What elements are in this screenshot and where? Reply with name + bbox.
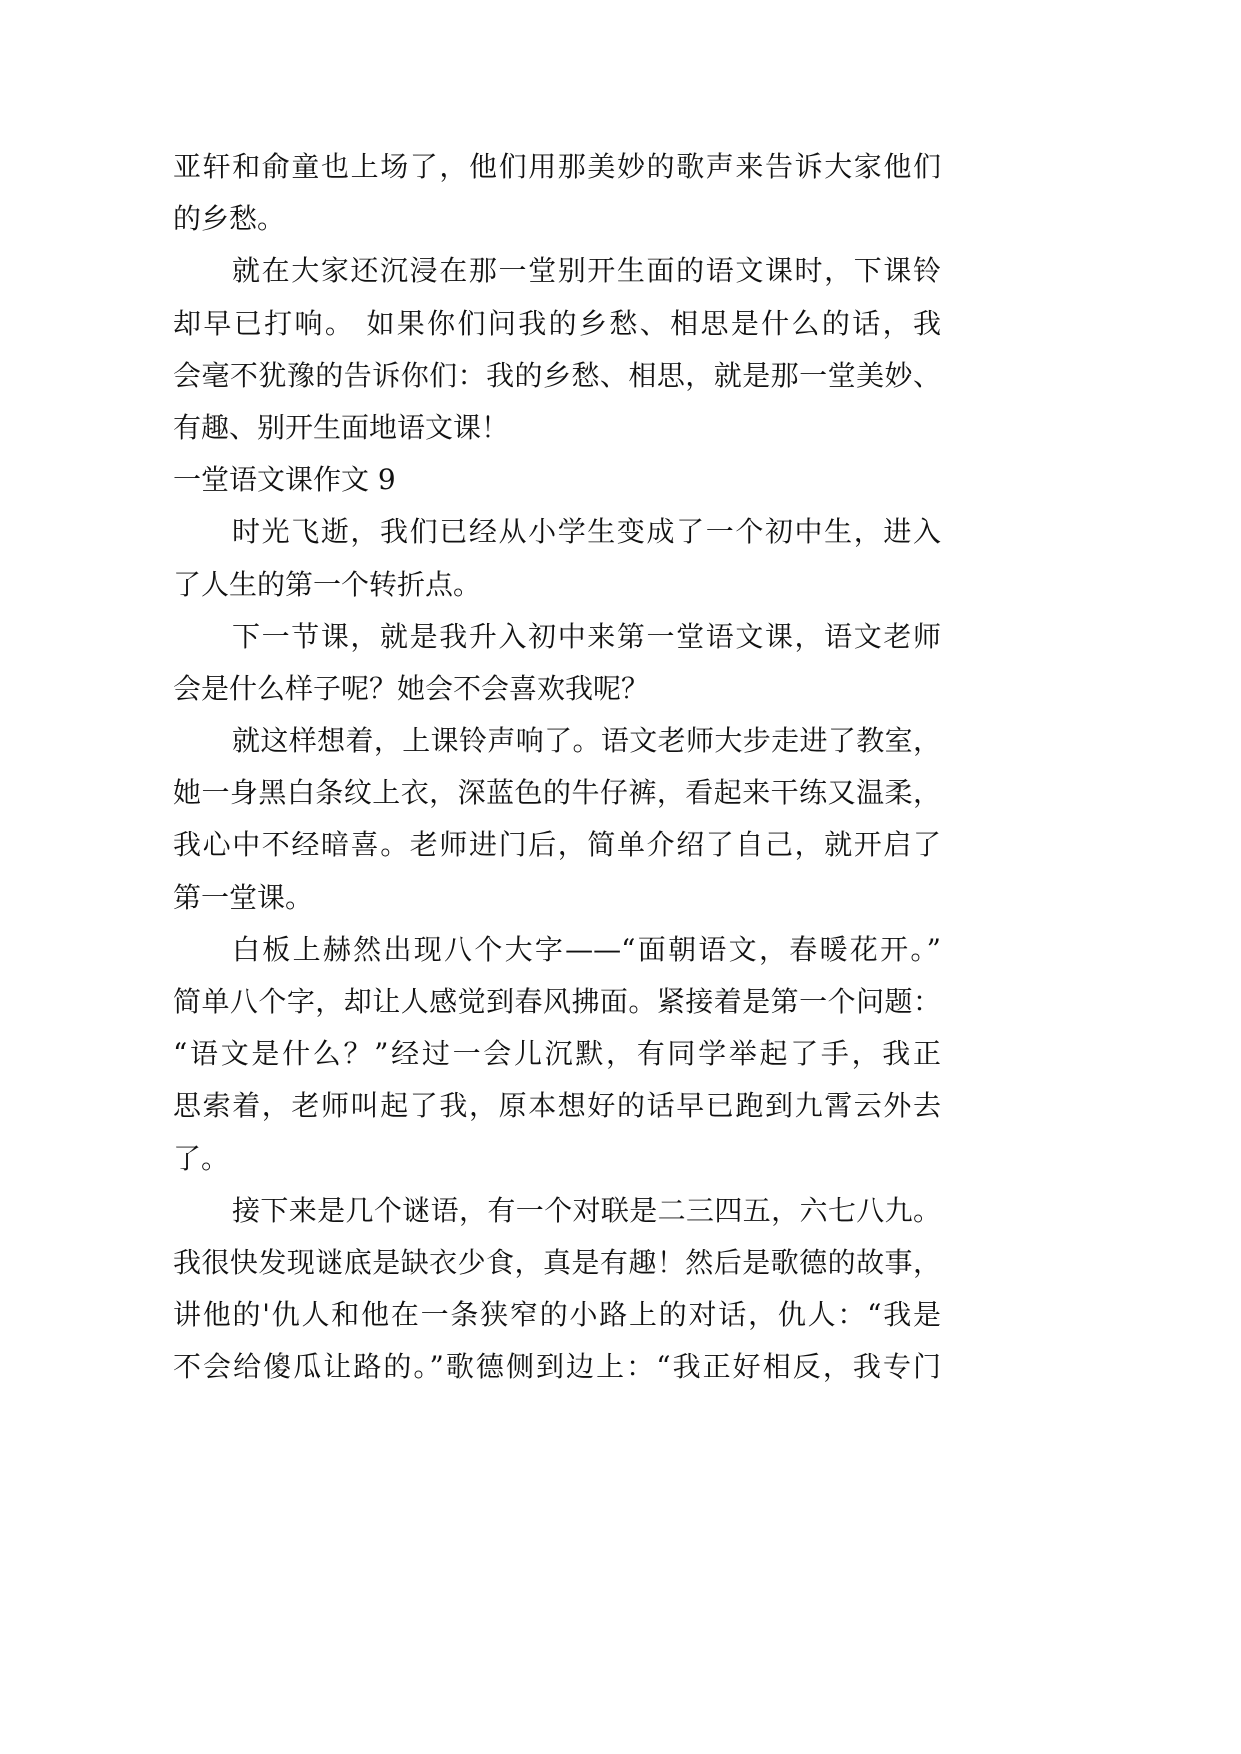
text-line: 简单八个字，却让人感觉到春风拂面。紧接着是第一个问题： (173, 985, 941, 1018)
text-line: 会毫不犹豫的告诉你们：我的乡愁、相思，就是那一堂美妙、 (173, 358, 941, 392)
document-page (173, 141, 941, 1394)
text-line: 亚轩和俞童也上场了，他们用那美妙的歌声来告诉大家他们 (173, 150, 941, 183)
text-line: 不会给傻瓜让路的。”歌德侧到边上：“我正好相反，我专门 (173, 1350, 941, 1384)
essay-title: 一堂语文课作文 9 (173, 463, 396, 497)
text-line: 白板上赫然出现八个大字——“面朝语文，春暖花开。” (232, 932, 941, 966)
text-line: 思索着，老师叫起了我，原本想好的话早已跑到九霄云外去 (173, 1089, 941, 1123)
paragraph (173, 141, 941, 245)
text-line: “语文是什么？”经过一会儿沉默，有同学举起了手，我正 (173, 1037, 941, 1071)
text-line: 了。 (173, 1141, 230, 1175)
text-line: 我心中不经暗喜。老师进门后，简单介绍了自己，就开启了 (173, 828, 941, 862)
text-line: 就在大家还沉浸在那一堂别开生面的语文课时，下课铃 (232, 254, 941, 288)
text-line: 下一节课，就是我升入初中来第一堂语文课，语文老师 (232, 619, 941, 653)
paragraph (173, 924, 941, 1185)
paragraph (173, 611, 941, 715)
text-line: 就这样想着，上课铃声响了。语文老师大步走进了教室， (232, 724, 941, 758)
text-line: 接下来是几个谜语，有一个对联是二三四五，六七八九。 (232, 1193, 941, 1227)
paragraph (173, 245, 941, 454)
text-line: 了人生的第一个转折点。 (173, 567, 482, 601)
paragraph (173, 1185, 941, 1394)
paragraph (173, 506, 941, 610)
text-line: 第一堂课。 (173, 880, 314, 914)
text-line: 有趣、别开生面地语文课！ (173, 410, 510, 444)
text-line: 讲他的'仇人和他在一条狭窄的小路上的对话，仇人：“我是 (173, 1298, 941, 1332)
text-line: 的乡愁。 (173, 202, 286, 236)
text-line: 我很快发现谜底是缺衣少食，真是有趣！然后是歌德的故事， (173, 1245, 941, 1279)
text-line: 时光飞逝，我们已经从小学生变成了一个初中生，进入 (232, 515, 941, 549)
text-line: 她一身黑白条纹上衣，深蓝色的牛仔裤，看起来干练又温柔， (173, 776, 941, 810)
text-line: 会是什么样子呢？她会不会喜欢我呢？ (173, 671, 650, 705)
paragraph (173, 715, 941, 924)
text-line: 却早已打响。 如果你们问我的乡愁、相思是什么的话，我 (173, 306, 941, 340)
